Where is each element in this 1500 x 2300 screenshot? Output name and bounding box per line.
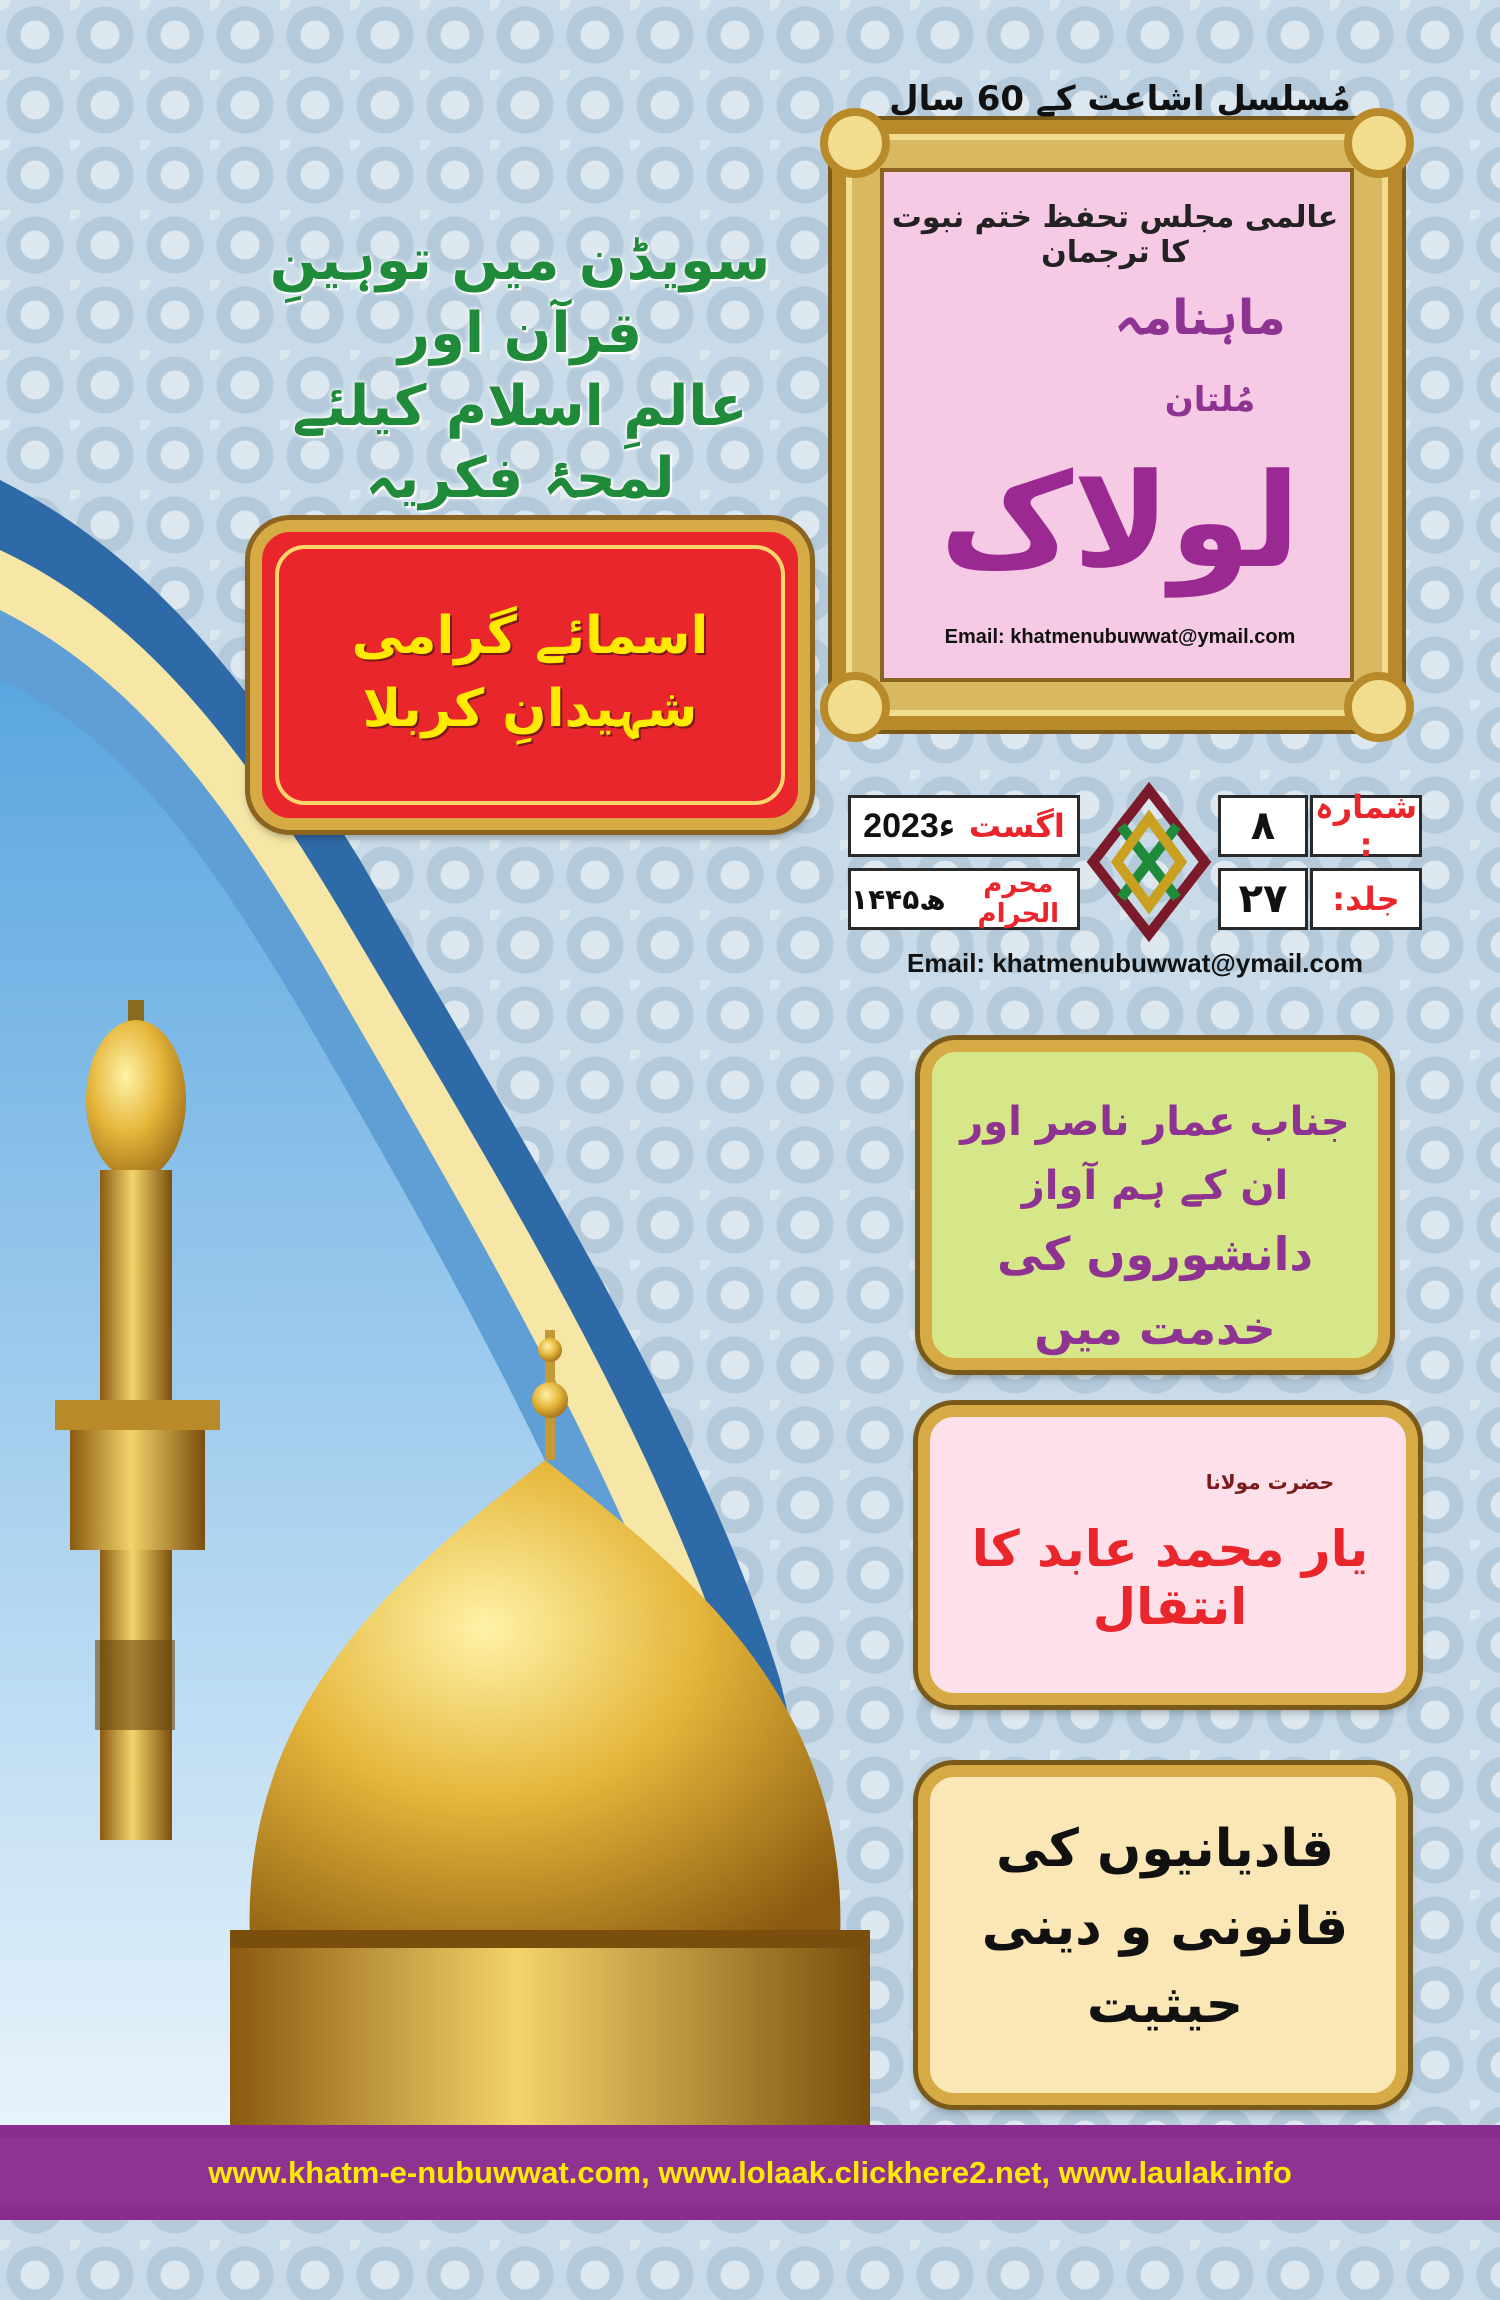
headline-green	[230, 225, 810, 516]
volume-value-box	[1218, 868, 1308, 930]
issue-label: شمارہ :	[1314, 788, 1418, 864]
masthead-email: Email: khatmenubuwwat@ymail.com	[944, 626, 1296, 648]
panel-pink-prefix: حضرت مولانا	[1205, 1470, 1335, 1494]
panel-cream-text	[935, 1810, 1395, 2044]
panel-green-line-2: دانشوروں کی خدمت میں	[997, 1227, 1313, 1355]
outer-email: Email: khatmenubuwwat@ymail.com	[907, 948, 1363, 978]
org-line: عالمی مجلس تحفظ ختم نبوت کا ترجمان	[891, 200, 1339, 270]
headline-line-1: سویڈن میں توہینِ قرآن اور	[269, 228, 771, 366]
city-label: مُلتان	[1164, 380, 1256, 420]
panel-cream-line-2: قانونی و دینی حیثیت	[981, 1897, 1349, 2035]
footer-websites[interactable]: www.khatm-e-nubuwwat.com, www.lolaak.clickhere2.net, www.laulak.info	[208, 2154, 1292, 2190]
frame-corner-ornament	[1344, 672, 1414, 742]
issue-value: ۸	[1250, 803, 1276, 849]
headline-line-2: عالمِ اسلام کیلئے لمحۂ فکریہ	[292, 373, 748, 512]
issue-value-box	[1218, 795, 1308, 857]
month-hijri: محرم الحرام	[977, 869, 1060, 929]
panel-green-line-1: جناب عمار ناصر اور ان کے ہم آواز	[960, 1099, 1350, 1209]
red-title-text: اسمائے گرامی شہیدانِ کربلا	[351, 606, 709, 739]
year-gregorian: 2023ء	[863, 807, 955, 845]
month-gregorian: اگست	[968, 807, 1065, 845]
knot-ornament-icon	[1085, 782, 1213, 942]
gregorian-date-box	[848, 795, 1080, 857]
monthly-label: ماہنامہ	[1114, 290, 1286, 346]
frame-corner-ornament	[820, 672, 890, 742]
footer-bar-inner	[0, 2138, 1500, 2207]
hijri-date-box	[848, 868, 1080, 930]
panel-pink-text: یار محمد عابد کا انتقال	[971, 1520, 1369, 1636]
volume-label-box	[1310, 868, 1422, 930]
magazine-title: لولاک	[939, 445, 1301, 597]
issue-label-box	[1310, 788, 1422, 864]
panel-green-text	[935, 1090, 1375, 1365]
years-line: مُسلسل اشاعت کے 60 سال	[889, 79, 1351, 119]
volume-label: جلد:	[1332, 880, 1400, 918]
year-hijri: ۱۴۴۵ھ	[851, 882, 946, 916]
panel-cream-line-1: قادیانیوں کی	[996, 1819, 1334, 1879]
volume-value: ۲۷	[1238, 876, 1288, 922]
